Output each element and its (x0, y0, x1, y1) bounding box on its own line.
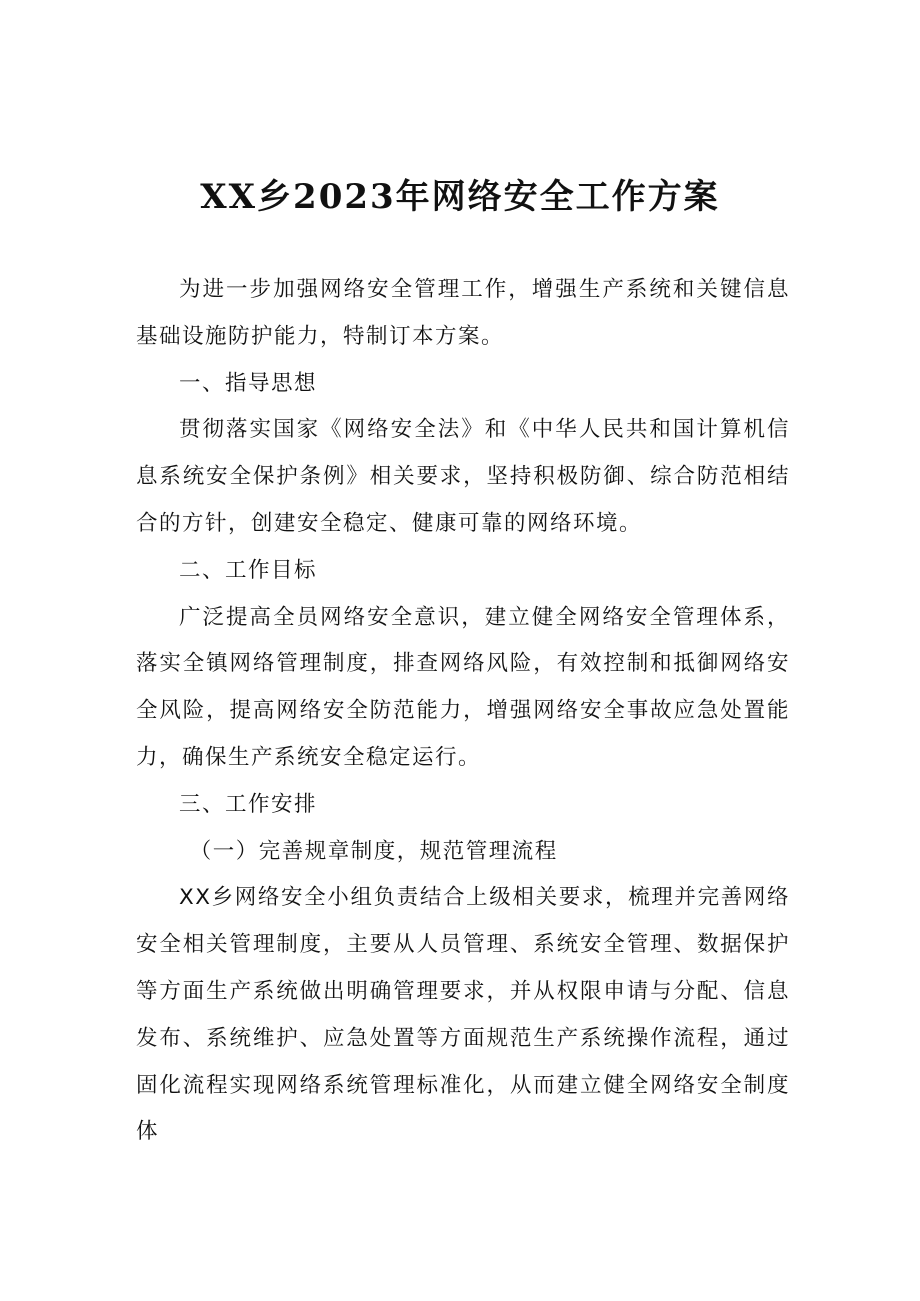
document-title: XX乡2023年网络安全工作方案 (200, 177, 720, 217)
rules-paragraph: XX乡网络安全小组负责结合上级相关要求，梳理并完善网络安全相关管理制度，主要从人员管理、系统安全管理、数据保护等方面生产系统做出明确管理要求，并从权限申请与分配、信息发布、系统维护、应急处置等方面规范生产系统操作流程，通过固化流程实现网络系统管理标准化，从而建立健全网络安全制度体 (136, 885, 790, 1145)
section-heading-work-goals: 二、工作目标 (179, 557, 318, 583)
section-heading-work-arrangement: 三、工作安排 (179, 791, 318, 817)
document-body (136, 267, 790, 1156)
work-goals-paragraph: 广泛提高全员网络安全意识，建立健全网络安全管理体系，落实全镇网络管理制度，排查网络风险，有效控制和抵御网络安全风险，提高网络安全防范能力，增强网络安全事故应急处置能力，确保生产系统安全稳定运行。 (136, 604, 790, 770)
guiding-ideology-paragraph: 贯彻落实国家《网络安全法》和《中华人民共和国计算机信息系统安全保护条例》相关要求，坚持积极防御、综合防范相结合的方针，创建安全稳定、健康可靠的网络环境。 (136, 417, 790, 536)
intro-paragraph: 为进一步加强网络安全管理工作，增强生产系统和关键信息基础设施防护能力，特制订本方案。 (136, 277, 790, 349)
subsection-heading-rules: （一）完善规章制度，规范管理流程 (189, 838, 558, 864)
section-heading-guiding-ideology: 一、指导思想 (179, 370, 318, 396)
